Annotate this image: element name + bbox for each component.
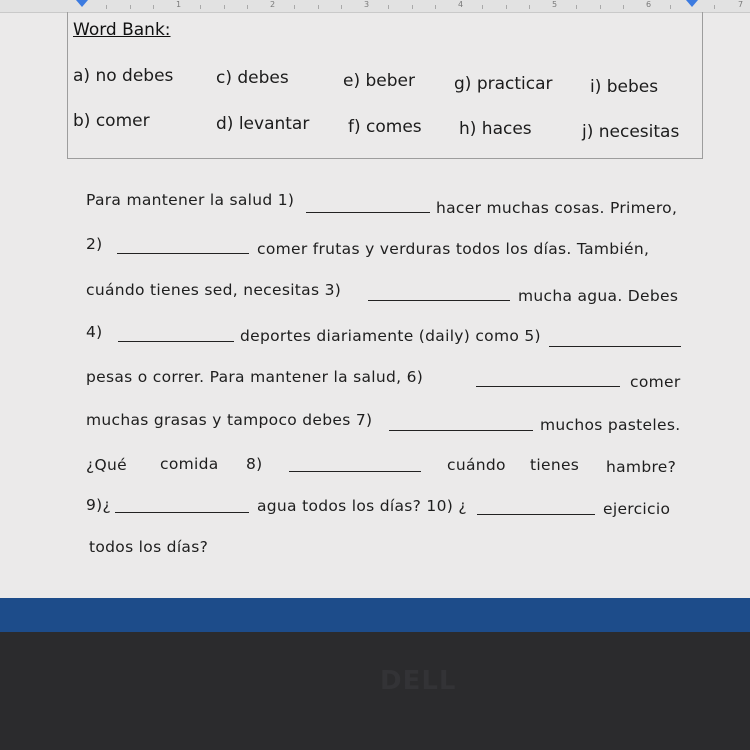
exercise-text: 8) <box>246 455 263 473</box>
word-bank-item: a) no debes <box>73 66 174 86</box>
exercise-text: ejercicio <box>603 500 671 518</box>
exercise-text: ¿Qué <box>86 456 127 474</box>
ruler-tick <box>153 5 154 9</box>
exercise-text: muchas grasas y tampoco debes 7) <box>86 411 373 429</box>
ruler-number: 2 <box>270 0 276 9</box>
left-indent-marker[interactable] <box>76 0 88 7</box>
monitor-bezel <box>0 632 750 750</box>
exercise-text: hacer muchas cosas. Primero, <box>436 199 678 217</box>
word-bank-item: j) necesitas <box>582 122 680 142</box>
ruler-number: 7 <box>738 0 744 9</box>
ruler-tick <box>670 5 671 9</box>
word-bank-item: e) beber <box>343 71 415 91</box>
ruler-tick <box>294 5 295 9</box>
ruler-tick <box>412 5 413 9</box>
answer-blank-3[interactable] <box>368 300 510 301</box>
exercise-text: pesas o correr. Para mantener la salud, 6) <box>86 368 424 386</box>
ruler-tick <box>623 5 624 9</box>
exercise-text: mucha agua. Debes <box>518 287 679 305</box>
exercise-text: cuándo <box>447 456 506 474</box>
word-bank-item: h) haces <box>459 119 532 139</box>
ruler-tick <box>130 5 131 9</box>
exercise-text: Para mantener la salud 1) <box>86 191 295 209</box>
answer-blank-1[interactable] <box>306 212 430 213</box>
answer-blank-5[interactable] <box>549 346 681 347</box>
ruler-tick <box>600 5 601 9</box>
answer-blank-8[interactable] <box>289 471 421 472</box>
ruler-tick <box>247 5 248 9</box>
word-bank-item: g) practicar <box>454 74 553 94</box>
ruler-tick <box>224 5 225 9</box>
ruler-tick <box>576 5 577 9</box>
ruler-tick <box>318 5 319 9</box>
exercise-text: 2) <box>86 235 103 253</box>
word-bank-box <box>67 12 703 159</box>
word-bank-item: d) levantar <box>216 114 310 134</box>
answer-blank-7[interactable] <box>389 430 533 431</box>
ruler-tick <box>435 5 436 9</box>
word-bank-title: Word Bank: <box>73 20 171 40</box>
exercise-text: tienes <box>530 456 580 474</box>
ruler-number: 6 <box>646 0 652 9</box>
ruler-number: 3 <box>364 0 370 9</box>
answer-blank-4[interactable] <box>118 341 234 342</box>
ruler-tick <box>106 5 107 9</box>
answer-blank-6[interactable] <box>476 386 620 387</box>
exercise-text: 9)¿ <box>86 496 112 514</box>
ruler-tick <box>200 5 201 9</box>
ruler-tick <box>506 5 507 9</box>
ruler-number: 4 <box>458 0 464 9</box>
exercise-text: muchos pasteles. <box>540 416 681 434</box>
exercise-text: cuándo tienes sed, necesitas 3) <box>86 281 342 299</box>
ruler-tick <box>482 5 483 9</box>
ruler-number: 1 <box>176 0 182 9</box>
exercise-text: hambre? <box>606 458 677 476</box>
exercise-text: comer frutas y verduras todos los días. También, <box>257 240 650 258</box>
ruler-tick <box>388 5 389 9</box>
answer-blank-10[interactable] <box>477 514 595 515</box>
word-bank-item: i) bebes <box>590 77 659 97</box>
exercise-text: 4) <box>86 323 103 341</box>
answer-blank-9[interactable] <box>115 512 249 513</box>
exercise-text: comer <box>630 373 681 391</box>
ruler-tick <box>529 5 530 9</box>
ruler-number: 5 <box>552 0 558 9</box>
exercise-text: comida <box>160 455 219 473</box>
word-bank-item: b) comer <box>73 111 150 131</box>
ruler-tick <box>714 5 715 9</box>
dell-logo: DELL <box>380 666 457 696</box>
ruler-tick <box>341 5 342 9</box>
screen-bottom-bar <box>0 598 750 632</box>
exercise-text: agua todos los días? 10) ¿ <box>257 497 467 515</box>
right-indent-marker[interactable] <box>686 0 698 7</box>
exercise-text: deportes diariamente (daily) como 5) <box>240 327 541 345</box>
word-bank-item: f) comes <box>348 117 422 137</box>
exercise-text: todos los días? <box>89 538 209 556</box>
word-bank-item: c) debes <box>216 68 289 88</box>
answer-blank-2[interactable] <box>117 253 249 254</box>
